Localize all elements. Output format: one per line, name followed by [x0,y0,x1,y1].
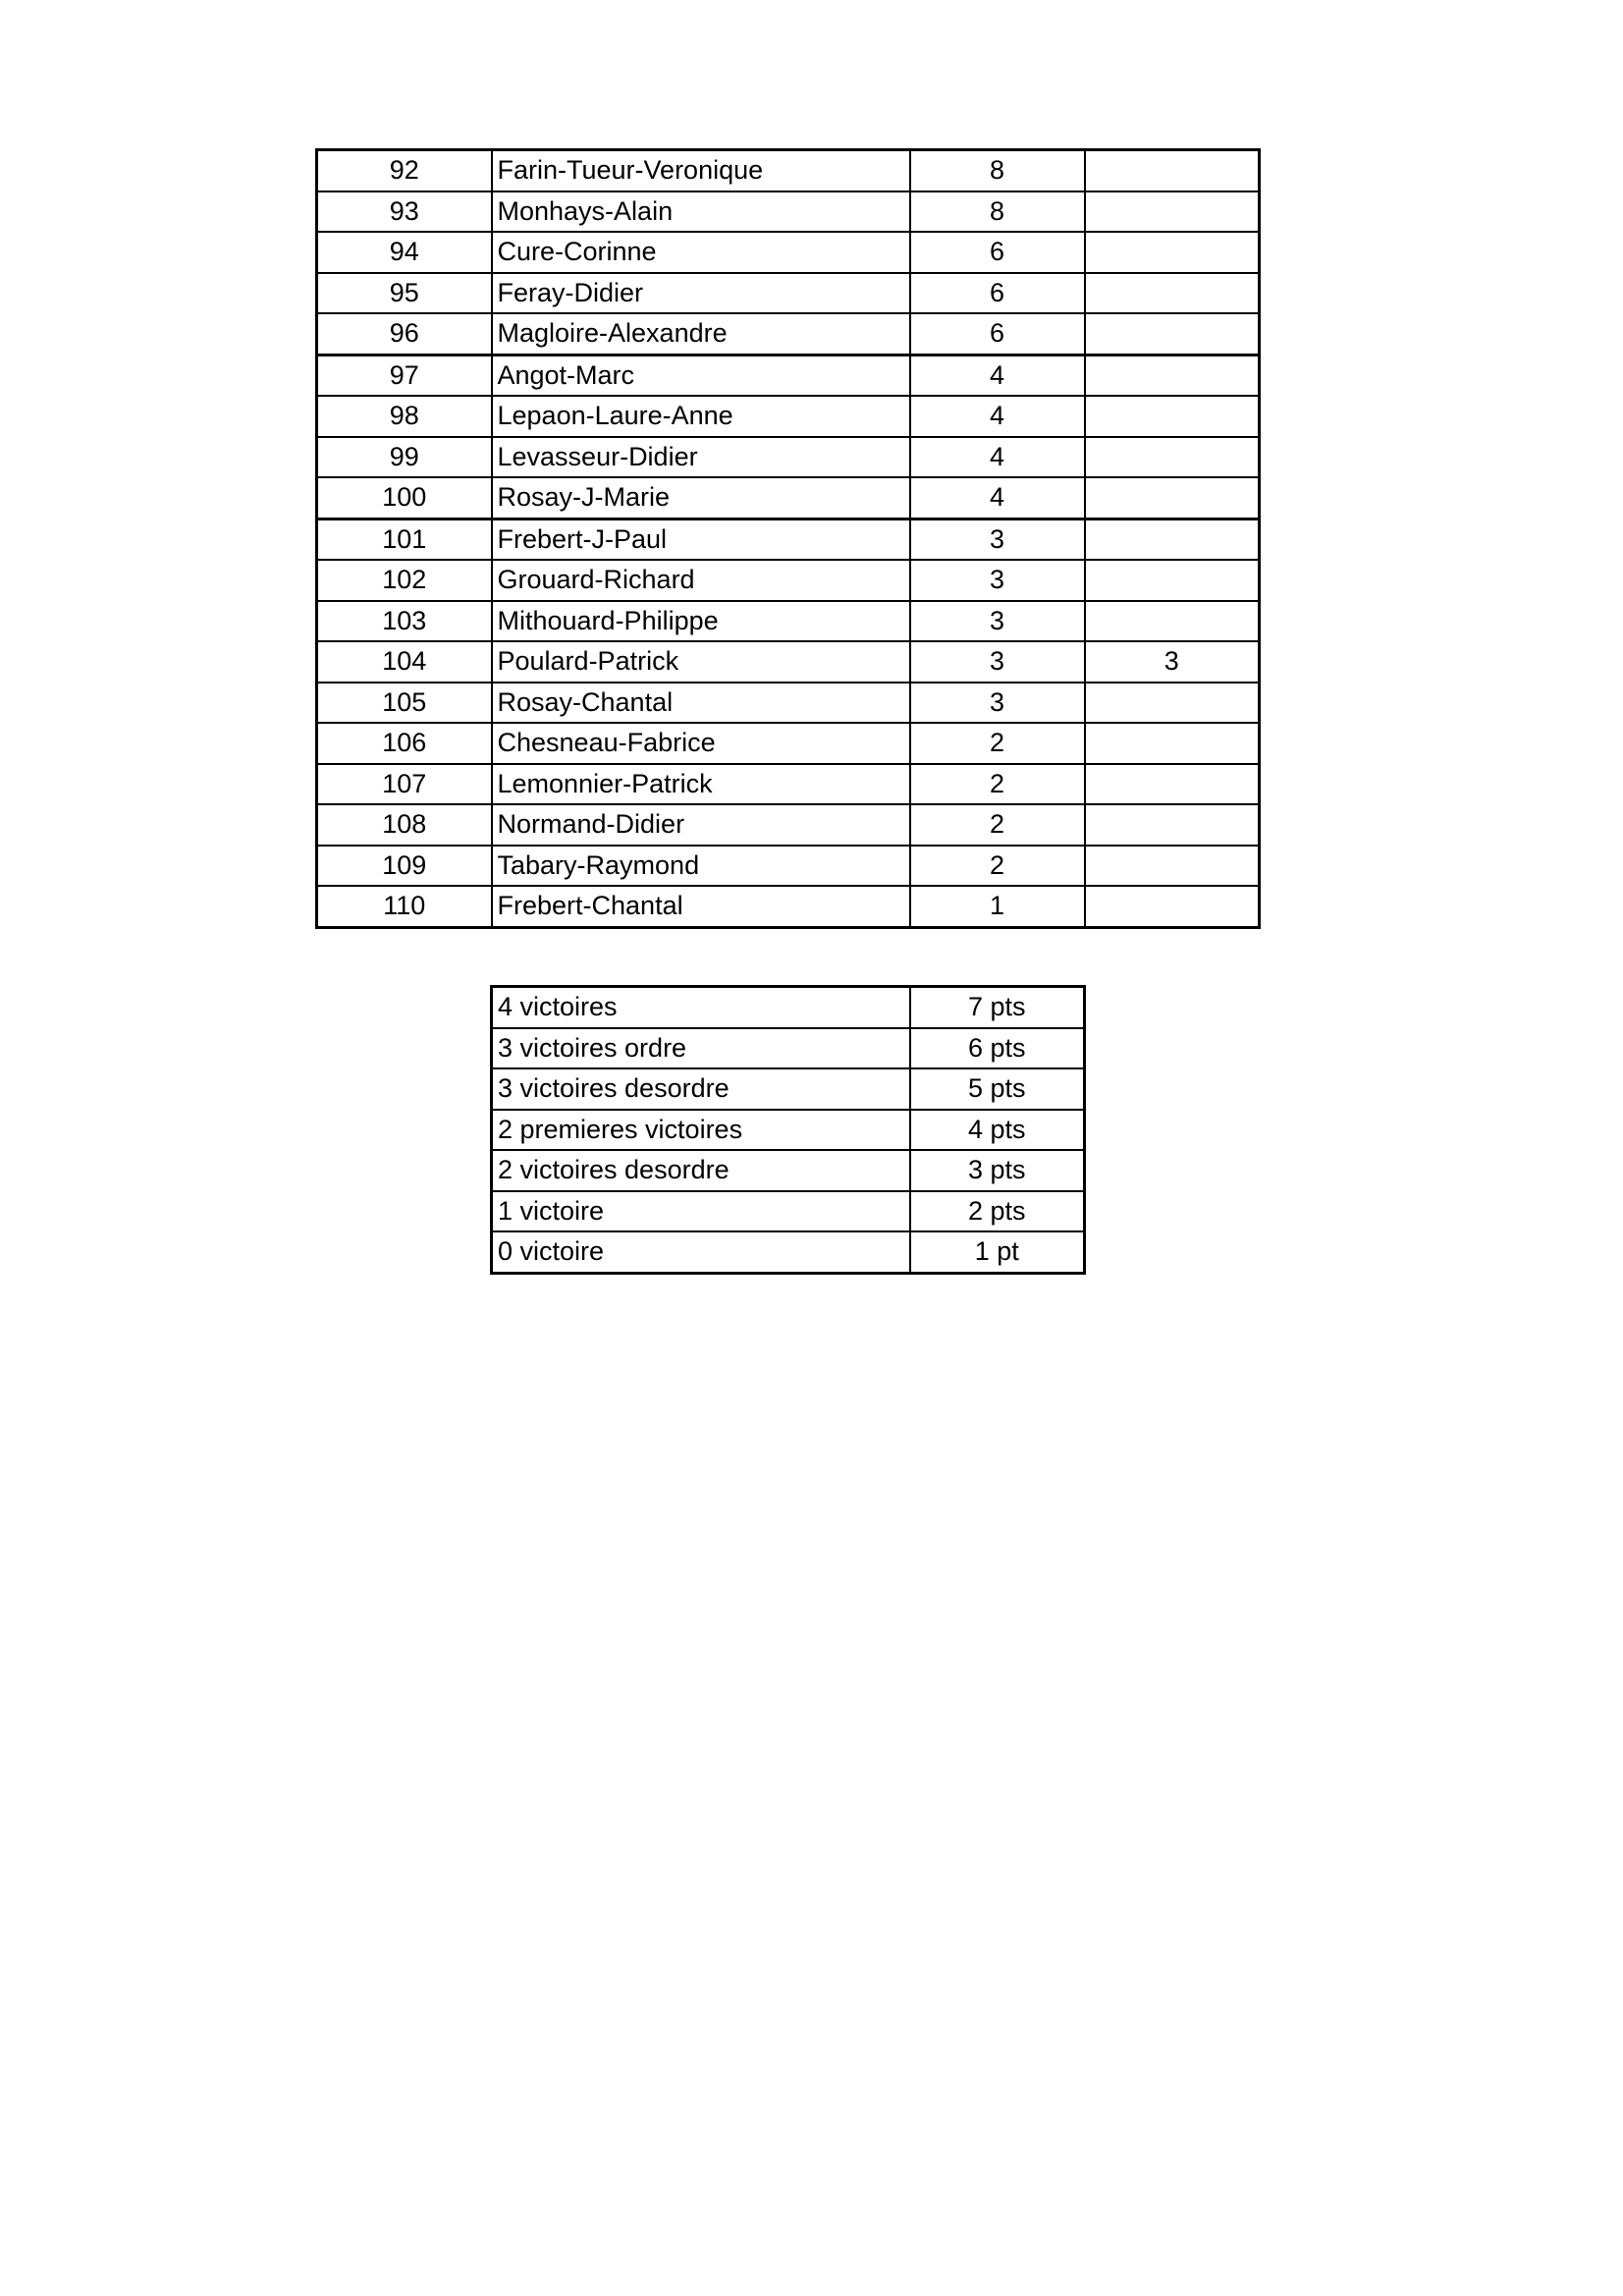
score-cell: 4 [910,477,1085,519]
table-row [317,804,1260,846]
table-row [317,191,1260,233]
table-row [317,396,1260,437]
table-row [317,601,1260,642]
rank-cell: 104 [317,641,492,683]
extra-cell [1085,150,1260,191]
extra-cell [1085,804,1260,846]
player-name-cell: Feray-Didier [492,273,910,314]
rank-cell: 108 [317,804,492,846]
score-cell: 1 [910,886,1085,927]
score-cell: 2 [910,846,1085,887]
rank-cell: 92 [317,150,492,191]
table-row [317,723,1260,764]
result-label-cell: 1 victoire [492,1191,910,1232]
extra-cell [1085,519,1260,560]
extra-cell [1085,396,1260,437]
player-name-cell: Grouard-Richard [492,560,910,601]
points-value-cell: 2 pts [910,1191,1085,1232]
rank-cell: 99 [317,437,492,478]
table-row [317,313,1260,355]
extra-cell [1085,683,1260,724]
table-row [317,886,1260,927]
player-name-cell: Monhays-Alain [492,191,910,233]
score-cell: 3 [910,601,1085,642]
result-label-cell: 2 victoires desordre [492,1150,910,1191]
player-name-cell: Lepaon-Laure-Anne [492,396,910,437]
score-cell: 6 [910,313,1085,355]
table-row [317,519,1260,560]
player-name-cell: Cure-Corinne [492,232,910,273]
result-label-cell: 2 premieres victoires [492,1110,910,1151]
extra-cell [1085,846,1260,887]
player-name-cell: Frebert-J-Paul [492,519,910,560]
rank-cell: 101 [317,519,492,560]
player-name-cell: Rosay-Chantal [492,683,910,724]
table-row [317,273,1260,314]
extra-cell [1085,560,1260,601]
rank-cell: 100 [317,477,492,519]
player-name-cell: Levasseur-Didier [492,437,910,478]
result-label-cell: 0 victoire [492,1231,910,1273]
table-row [317,683,1260,724]
result-label-cell: 3 victoires desordre [492,1068,910,1110]
score-cell: 2 [910,764,1085,805]
table-row [492,1028,1085,1069]
extra-cell: 3 [1085,641,1260,683]
player-name-cell: Chesneau-Fabrice [492,723,910,764]
extra-cell [1085,313,1260,355]
rank-cell: 105 [317,683,492,724]
rank-cell: 102 [317,560,492,601]
extra-cell [1085,723,1260,764]
player-name-cell: Angot-Marc [492,355,910,396]
score-cell: 8 [910,191,1085,233]
extra-cell [1085,355,1260,396]
table-row [317,150,1260,191]
player-name-cell: Normand-Didier [492,804,910,846]
score-cell: 4 [910,355,1085,396]
score-cell: 4 [910,396,1085,437]
score-cell: 3 [910,519,1085,560]
points-value-cell: 6 pts [910,1028,1085,1069]
score-cell: 3 [910,641,1085,683]
table-row [492,987,1085,1028]
rank-cell: 96 [317,313,492,355]
points-value-cell: 4 pts [910,1110,1085,1151]
table-row [317,232,1260,273]
extra-cell [1085,191,1260,233]
table-row [492,1150,1085,1191]
points-value-cell: 1 pt [910,1231,1085,1273]
table-row [492,1191,1085,1232]
score-cell: 3 [910,683,1085,724]
table-row [317,764,1260,805]
table-row [317,641,1260,683]
points-scale-table [490,985,1086,1275]
score-cell: 8 [910,150,1085,191]
player-name-cell: Frebert-Chantal [492,886,910,927]
score-cell: 2 [910,723,1085,764]
extra-cell [1085,601,1260,642]
table-row [492,1110,1085,1151]
extra-cell [1085,886,1260,927]
table-row [492,1231,1085,1273]
player-name-cell: Magloire-Alexandre [492,313,910,355]
player-name-cell: Mithouard-Philippe [492,601,910,642]
player-name-cell: Poulard-Patrick [492,641,910,683]
points-value-cell: 7 pts [910,987,1085,1028]
rank-cell: 110 [317,886,492,927]
result-label-cell: 3 victoires ordre [492,1028,910,1069]
points-value-cell: 5 pts [910,1068,1085,1110]
table-row [317,437,1260,478]
player-name-cell: Lemonnier-Patrick [492,764,910,805]
rank-cell: 94 [317,232,492,273]
score-cell: 3 [910,560,1085,601]
score-cell: 4 [910,437,1085,478]
score-cell: 6 [910,273,1085,314]
rank-cell: 98 [317,396,492,437]
rank-cell: 106 [317,723,492,764]
player-name-cell: Rosay-J-Marie [492,477,910,519]
rank-cell: 97 [317,355,492,396]
extra-cell [1085,437,1260,478]
player-name-cell: Farin-Tueur-Veronique [492,150,910,191]
extra-cell [1085,273,1260,314]
extra-cell [1085,232,1260,273]
extra-cell [1085,477,1260,519]
player-name-cell: Tabary-Raymond [492,846,910,887]
points-value-cell: 3 pts [910,1150,1085,1191]
table-row [317,477,1260,519]
rank-cell: 107 [317,764,492,805]
rank-cell: 109 [317,846,492,887]
table-row [317,560,1260,601]
rank-cell: 93 [317,191,492,233]
table-row [492,1068,1085,1110]
extra-cell [1085,764,1260,805]
rank-cell: 103 [317,601,492,642]
rank-cell: 95 [317,273,492,314]
score-cell: 6 [910,232,1085,273]
ranking-table [315,148,1261,929]
score-cell: 2 [910,804,1085,846]
table-row [317,846,1260,887]
table-row [317,355,1260,396]
result-label-cell: 4 victoires [492,987,910,1028]
